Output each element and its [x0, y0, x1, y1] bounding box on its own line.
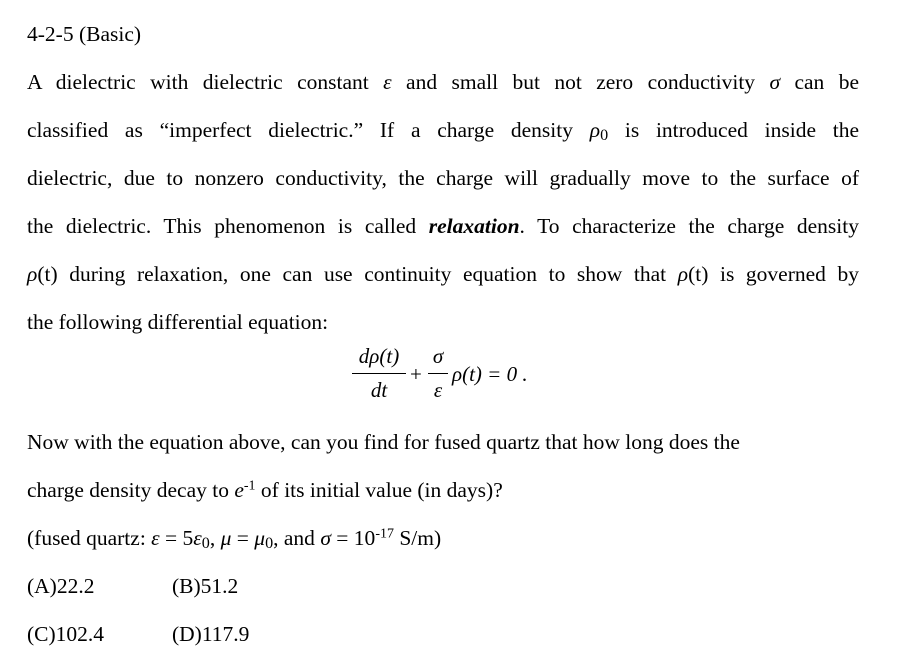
paragraph-line-6: the following differential equation:	[27, 310, 329, 334]
question-line-2: charge density decay to $e^{-1}$ of its initial value (in days)?	[27, 478, 503, 502]
paragraph-line-5: ρ(t) during relaxation, one can use continuity equation to show that ρ(t) is governed by	[27, 262, 859, 286]
paragraph-line-3: dielectric, due to nonzero conductivity, the charge will gradually move to the surface of	[27, 166, 859, 190]
material-properties: (fused quartz: $\varepsilon = 5\varepsilon_0$, $\mu = \mu_0$, and $\sigma = 10^{-17}$ S/m)	[27, 526, 442, 552]
fraction-drho-dt: dρ(t) dt	[352, 346, 406, 401]
paragraph-line-4: the dielectric. This phenomenon is called relaxation. To characterize the charge density	[27, 214, 859, 238]
option-b[interactable]: (B)51.2	[172, 574, 239, 598]
problem-id: 4-2-5 (Basic)	[27, 22, 142, 46]
option-c[interactable]: (C)102.4	[27, 622, 105, 646]
equation-tail: ρ(t) = 0 .	[452, 362, 528, 386]
question-line-1: Now with the equation above, can you find for fused quartz that how long does the	[27, 430, 740, 454]
relaxation-term: relaxation	[428, 214, 520, 238]
differential-equation	[352, 344, 552, 408]
plus-sign: +	[410, 362, 422, 386]
paragraph-line-1: A dielectric with dielectric constant ε and small but not zero conductivity σ can be	[27, 70, 859, 94]
fraction-sigma-epsilon: σ ε	[428, 346, 448, 401]
paragraph-line-2: classified as “imperfect dielectric.” If a charge density $\rho_0$ is introduced inside the	[27, 118, 860, 144]
option-d[interactable]: (D)117.9	[172, 622, 250, 646]
option-a[interactable]: (A)22.2	[27, 574, 95, 598]
